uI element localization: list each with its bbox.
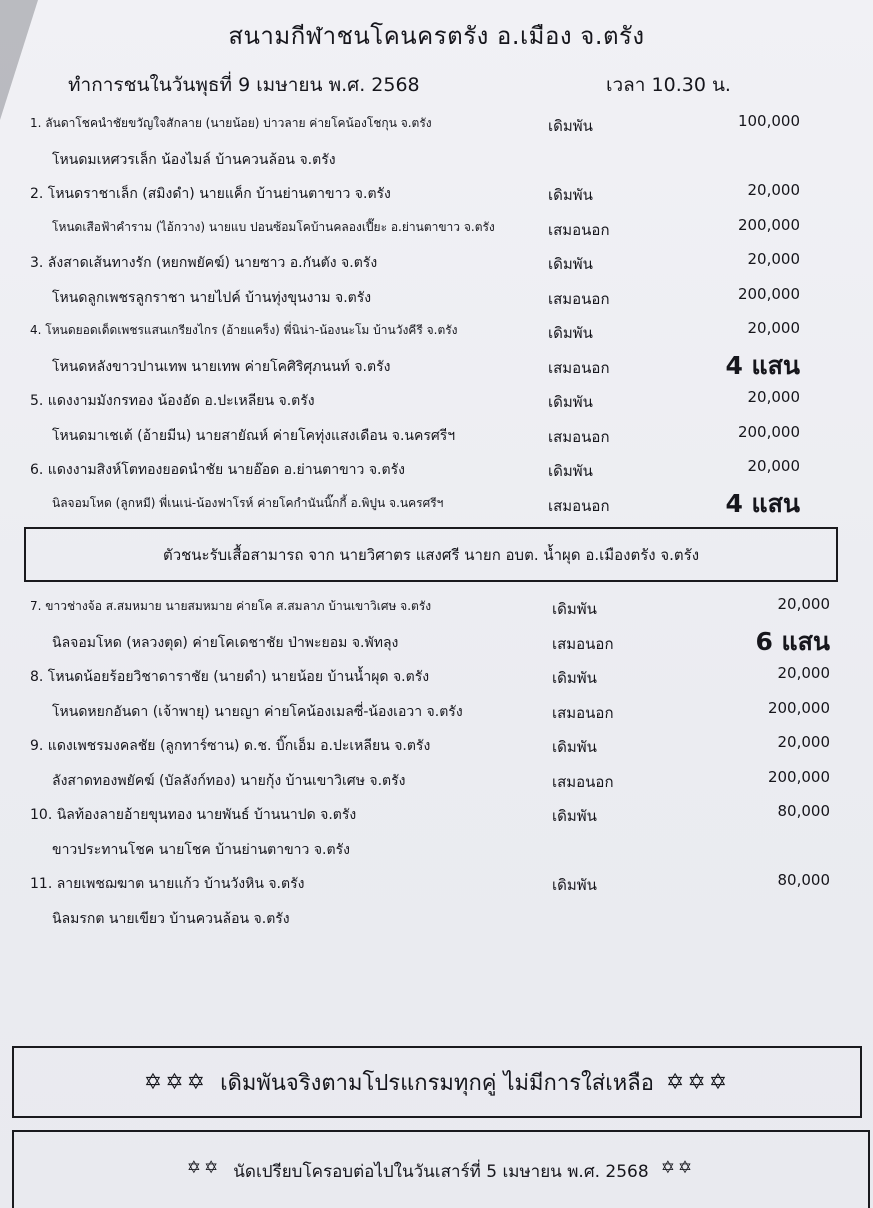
bet-amount: 20,000	[747, 250, 800, 268]
bet-type: เดิมพัน	[552, 876, 597, 894]
star-of-david-icon: ✡✡	[660, 1158, 696, 1178]
match-entry	[0, 319, 873, 347]
bet-amount: 20,000	[747, 388, 800, 406]
bet-type: เสมอนอก	[548, 427, 610, 446]
bet-amount: 80,000	[777, 802, 830, 820]
bet-amount: 6 แสน	[755, 626, 830, 656]
contestant-name: นิลจอมโหด (ลูกหมี) พี่เนเน่-น้องฟาโรห์ ค่ายโคกำนันนิ๊กกี้ อ.พิปูน จ.นครศรีฯ	[52, 495, 444, 510]
contestant-name: ขาวประทานโชค นายโชค บ้านย่านตาขาว จ.ตรัง	[52, 841, 350, 858]
match-entry	[0, 181, 873, 209]
match-entry	[0, 768, 873, 796]
contestant-name: 4. โหนดยอดเด็ดเพชรแสนเกรียงไกร (อ้ายแคร็ง) พี่นิน่า-น้องนะโม บ้านวังคีรี จ.ตรัง	[30, 323, 458, 337]
contestant-name: โหนดเสือฟ้าคำราม (ไอ้กวาง) นายแบ ปอนซ้อมโคบ้านคลองเปี๊ยะ อ.ย่านตาขาว จ.ตรัง	[52, 219, 495, 234]
star-of-david-icon: ✡✡✡	[665, 1069, 731, 1095]
bet-type: เดิมพัน	[548, 393, 593, 411]
contestant-name: นิลมรกต นายเขียว บ้านควนล้อน จ.ตรัง	[52, 910, 290, 927]
bet-type: เสมอนอก	[552, 703, 614, 722]
contestant-name: 11. ลายเพชฌฆาต นายแก้ว บ้านวังหิน จ.ตรัง	[30, 876, 305, 892]
match-entry	[0, 112, 873, 140]
bet-amount: 200,000	[767, 767, 830, 786]
bet-type: เสมอนอก	[548, 220, 610, 239]
event-time: เวลา 10.30 น.	[606, 74, 731, 96]
bet-amount: 20,000	[777, 595, 830, 613]
contestant-name: 5. แดงงามมังกรทอง น้องอัด อ.ปะเหลียน จ.ตรัง	[30, 393, 315, 409]
star-of-david-icon: ✡✡✡	[143, 1069, 209, 1095]
match-entry	[0, 733, 873, 761]
contestant-name: 1. ลันดาโชคนำชัยขวัญใจสักลาย (นายน้อย) บ่าวลาย ค่ายโคน้องโชกุน จ.ตรัง	[30, 116, 432, 130]
bet-type: เดิมพัน	[548, 117, 593, 135]
bet-type: เดิมพัน	[548, 324, 593, 342]
sponsor-box	[24, 527, 838, 582]
bet-type: เสมอนอก	[552, 772, 614, 791]
match-entry	[0, 457, 873, 485]
match-entry	[0, 285, 873, 313]
next-event-text: นัดเปรียบโครอบต่อไปในวันเสาร์ที่ 5 เมษายน พ.ศ. 2568	[233, 1162, 649, 1182]
contestant-name: 8. โหนดน้อยร้อยวิชาดาราชัย (นายดำ) นายน้อย บ้านน้ำผุด จ.ตรัง	[30, 669, 430, 685]
bet-amount: 200,000	[737, 215, 800, 234]
next-event-box	[12, 1130, 870, 1208]
contestant-name: ลังสาดทองพยัคฆ์ (บัลลังก์ทอง) นายกุ้ง บ้านเขาวิเศษ จ.ตรัง	[52, 772, 406, 789]
match-entry	[0, 350, 873, 382]
event-date: ทำการชนในวันพุธที่ 9 เมษายน พ.ศ. 2568	[68, 74, 420, 96]
bet-type: เดิมพัน	[548, 255, 593, 273]
bet-type: เดิมพัน	[552, 600, 597, 618]
match-entry	[0, 388, 873, 416]
match-entry	[0, 699, 873, 727]
contestant-name: 2. โหนดราชาเล็ก (สมิงดำ) นายแค็ก บ้านย่านตาขาว จ.ตรัง	[30, 186, 391, 202]
match-entry	[0, 906, 873, 934]
bet-amount: 200,000	[737, 422, 800, 441]
contestant-name: 6. แดงงามสิงห์โตทองยอดนำชัย นายอ๊อด อ.ย่านตาขาว จ.ตรัง	[30, 462, 405, 478]
bet-amount: 4 แสน	[725, 488, 800, 518]
bet-type: เดิมพัน	[548, 186, 593, 204]
contestant-name: โหนดหลังขาวปานเทพ นายเทพ ค่ายโคศิริศุภนนท์ จ.ตรัง	[52, 358, 391, 375]
match-entry	[0, 250, 873, 278]
bet-type: เสมอนอก	[552, 634, 614, 653]
match-entry	[0, 216, 873, 244]
contestant-name: โหนดหยกอันดา (เจ้าพายุ) นายญา ค่ายโคน้องเมลซี่-น้องเอวา จ.ตรัง	[52, 703, 463, 720]
contestant-name: โหนดมเหศวรเล็ก น้องไมล์ บ้านควนล้อน จ.ตรัง	[52, 151, 336, 168]
star-of-david-icon: ✡✡	[186, 1158, 222, 1178]
bet-amount: 100,000	[737, 112, 800, 130]
bet-type: เสมอนอก	[548, 289, 610, 308]
bet-amount: 20,000	[777, 733, 830, 751]
bet-amount: 20,000	[747, 319, 800, 337]
notice-box	[12, 1046, 862, 1118]
bet-type: เสมอนอก	[548, 358, 610, 377]
notice-text: เดิมพันจริงตามโปรแกรมทุกคู่ ไม่มีการใส่เหลือ	[220, 1070, 654, 1096]
bet-type: เดิมพัน	[552, 738, 597, 756]
contestant-name: โหนดมาเชเต้ (อ้ายมีน) นายสายัณห์ ค่ายโคทุ่งแสงเดือน จ.นครศรีฯ	[52, 427, 456, 444]
bet-amount: 20,000	[747, 457, 800, 475]
bet-amount: 80,000	[777, 871, 830, 889]
sponsor-text: ตัวชนะรับเสื้อสามารถ จาก นายวิศาตร แสงศรี นายก อบต. น้ำผุด อ.เมืองตรัง จ.ตรัง	[162, 545, 700, 564]
contestant-name: 7. ขาวช่างจ้อ ส.สมหมาย นายสมหมาย ค่ายโค ส.สมลาภ บ้านเขาวิเศษ จ.ตรัง	[30, 599, 432, 613]
contestant-name: โหนดลูกเพชรลูกราชา นายไปค์ บ้านทุ่งขุนงาม จ.ตรัง	[52, 289, 372, 306]
bet-type: เดิมพัน	[548, 462, 593, 480]
match-entry	[0, 802, 873, 830]
contestant-name: นิลจอมโหด (หลวงตุด) ค่ายโคเดชาชัย ป่าพะยอม จ.พัทลุง	[52, 634, 399, 651]
match-entry	[0, 626, 873, 658]
match-entry	[0, 871, 873, 899]
contestant-name: 9. แดงเพชรมงคลชัย (ลูกทาร์ซาน) ด.ช. บิ๊กเอ็ม อ.ปะเหลียน จ.ตรัง	[30, 738, 431, 754]
bet-amount: 20,000	[777, 664, 830, 682]
bet-type: เดิมพัน	[552, 669, 597, 687]
match-entry	[0, 423, 873, 451]
match-entry	[0, 147, 873, 175]
bet-amount: 200,000	[767, 698, 830, 717]
contestant-name: 3. ลังสาดเส้นทางรัก (หยกพยัคฆ์) นายซาว อ.กันตัง จ.ตรัง	[30, 255, 378, 271]
match-entry	[0, 595, 873, 623]
bet-type: เดิมพัน	[552, 807, 597, 825]
bet-amount: 200,000	[737, 284, 800, 303]
match-entry	[0, 837, 873, 865]
bet-type: เสมอนอก	[548, 496, 610, 515]
match-entry	[0, 664, 873, 692]
contestant-name: 10. นิลท้องลายอ้ายขุนทอง นายพันธ์ บ้านนาปด จ.ตรัง	[30, 807, 357, 823]
page-title: สนามกีฬาชนโคนครตรัง อ.เมือง จ.ตรัง	[228, 22, 645, 50]
bet-amount: 4 แสน	[725, 350, 800, 380]
bet-amount: 20,000	[747, 181, 800, 199]
match-entry	[0, 488, 873, 520]
